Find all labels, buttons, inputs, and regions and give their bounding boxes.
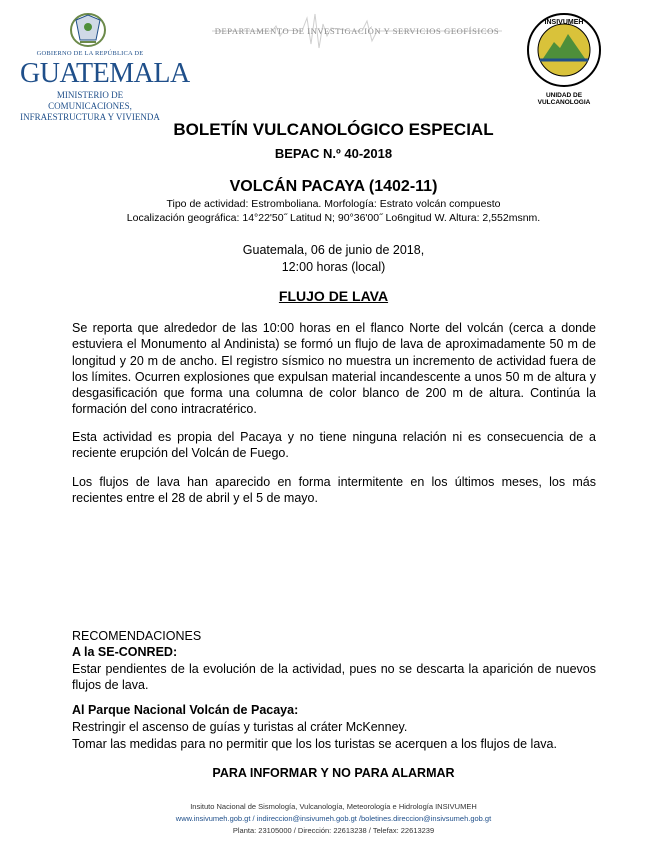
footer-institution: Insituto Nacional de Sismología, Vulcanología, Meteorología e Hidrología INSIVUMEH — [190, 802, 477, 811]
unit-label: UNIDAD DE VULCANOLOGIA — [537, 92, 591, 106]
guatemala-logo — [20, 12, 190, 122]
geographic-location: Localización geográfica: 14°22'50˝ Latitud N; 90°36'00˝ Lo6ngitud W. Altura: 2,552msnm. — [126, 212, 541, 224]
issue-date: Guatemala, 06 de junio de 2018, — [242, 243, 425, 257]
activity-type: Tipo de actividad: Estromboliana. Morfología: Estrato volcán compuesto — [166, 198, 501, 210]
recipient-conred: A la SE-CONRED: — [72, 645, 178, 659]
body-paragraph-2: Esta actividad es propia del Pacaya y no tiene ninguna relación ni es consecuencia de a reciente erupción del Volcán de Fuego. — [72, 430, 596, 461]
bulletin-title: BOLETÍN VULCANOLÓGICO ESPECIAL — [173, 120, 494, 139]
recommendations-heading: RECOMENDACIONES — [72, 629, 202, 643]
ministry-line-2: INFRAESTRUCTURA Y VIVIENDA — [20, 112, 160, 122]
section-heading: FLUJO DE LAVA — [278, 288, 389, 304]
footer-phones: Planta: 23105000 / Dirección: 22613238 / Telefax: 22613239 — [232, 826, 435, 835]
bulletin-number: BEPAC N.º 40-2018 — [274, 146, 393, 161]
issue-time: 12:00 horas (local) — [281, 260, 386, 274]
recommendation-conred: Estar pendientes de la evolución de la actividad, pues no se descarta la aparición de nuevos flujos de lava. — [72, 662, 596, 693]
recipient-park: Al Parque Nacional Volcán de Pacaya: — [72, 703, 299, 717]
closing-statement: PARA INFORMAR Y NO PARA ALARMAR — [212, 766, 455, 780]
body-paragraph-3: Los flujos de lava han aparecido en forma intermitente en los últimos meses, los más recientes entre el 28 de abril y el 5 de mayo. — [72, 475, 596, 506]
ministry-line-1: MINISTERIO DE COMUNICACIONES, — [48, 90, 132, 111]
insivumeh-logo — [520, 12, 608, 108]
insivumeh-seal-icon — [526, 12, 602, 88]
recommendation-park-2: Tomar las medidas para no permitir que los los turistas se acerquen a los flujos de lava. — [72, 737, 557, 751]
coat-of-arms-icon — [68, 12, 108, 48]
body-paragraph-1: Se reporta que alrededor de las 10:00 horas en el flanco Norte del volcán (cerca a donde estuviera el Monumento al Andinista) se formó un flujo de lava de aproximadamente 50 m de longitud y 20 m de ancho. El registro sísmico no muestra un incremento de actividad fuera de los límites. Ocurren explosiones que expulsan material incandescente a unos 50 m de altura y desgasificación que forma una columna de color blanco de 200 m de altura. Continúa la formación del cono intracratérico. — [72, 321, 596, 417]
recommendation-park-1: Restringir el ascenso de guías y turistas al cráter McKenney. — [72, 720, 408, 734]
country-name: GUATEMALA — [20, 58, 190, 89]
ministry-name — [20, 90, 160, 123]
footer-links[interactable]: www.insivumeh.gob.gt / indireccion@insivumeh.gob.gt /boletines.direccion@insivsumeh.gob.gt — [175, 814, 492, 823]
volcano-name: VOLCÁN PACAYA (1402-11) — [229, 178, 438, 195]
seal-text: INSIVUMEH — [544, 19, 584, 26]
government-label: GOBIERNO DE LA REPÚBLICA DE — [36, 50, 144, 57]
department-title: DEPARTAMENTO DE INVESTIGACIÓN Y SERVICIOS GEOFÍSICOS — [214, 26, 500, 36]
